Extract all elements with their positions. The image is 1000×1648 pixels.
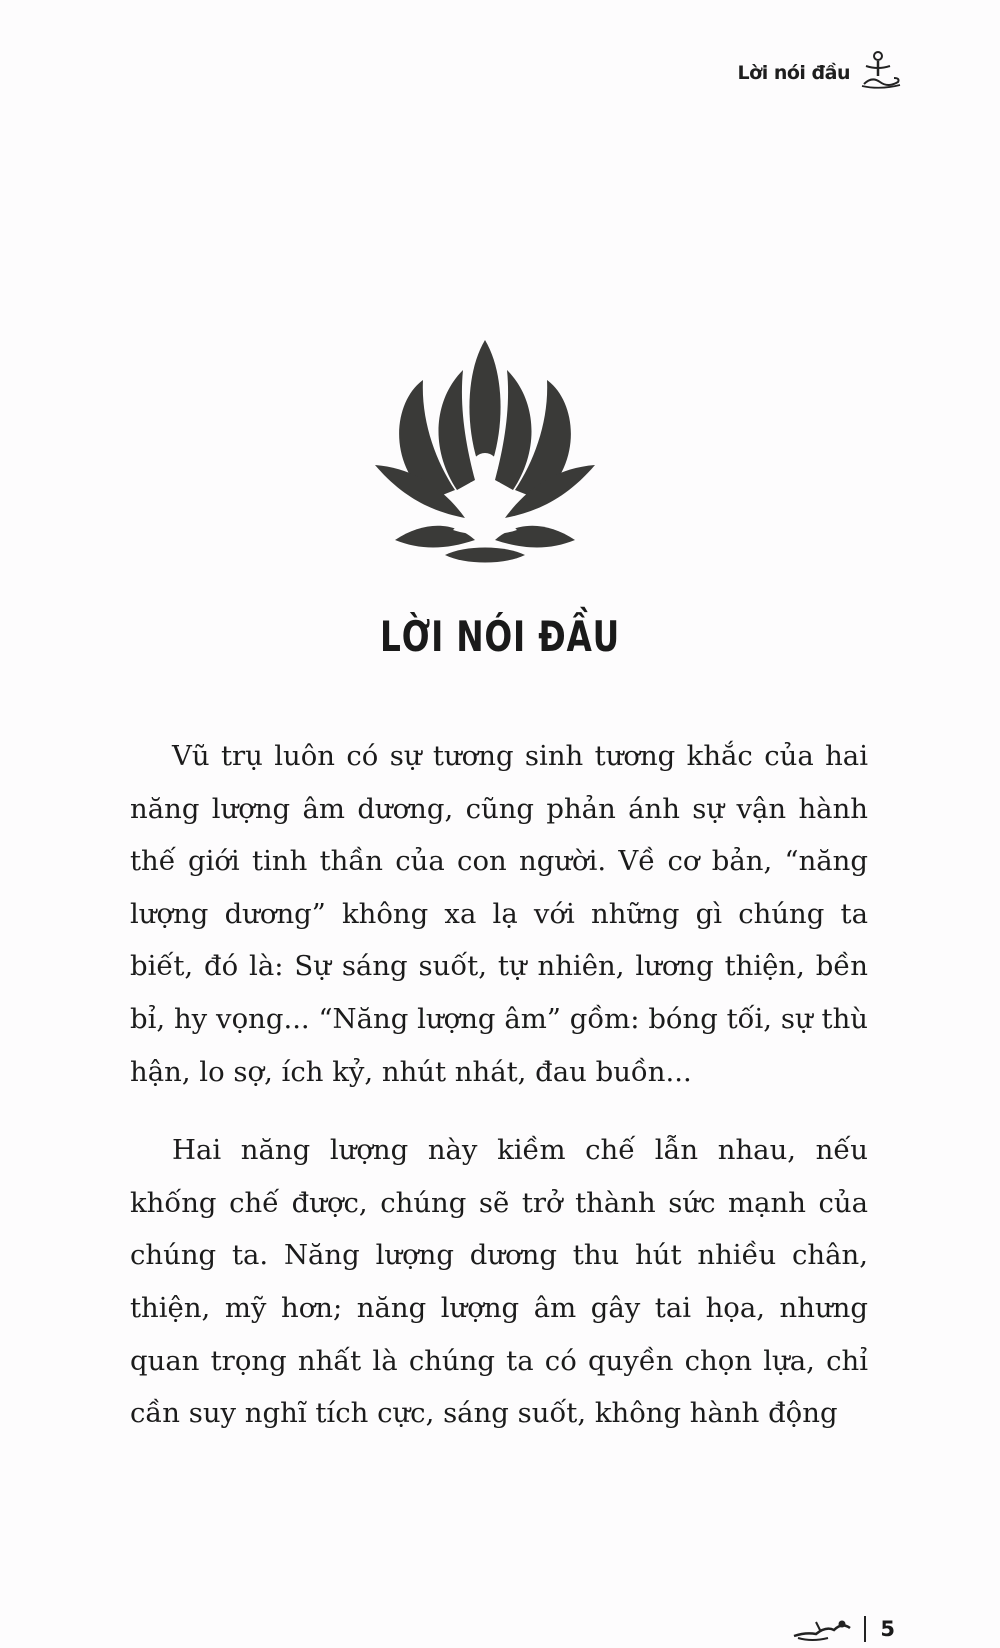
page-number: 5 — [880, 1617, 895, 1641]
chapter-title: LỜI NÓI ĐẦU — [380, 612, 620, 661]
page-footer — [792, 1616, 895, 1642]
body-text — [130, 730, 868, 1466]
lotus-meditation-icon — [375, 340, 595, 570]
footer-divider — [864, 1616, 866, 1642]
reclining-figure-icon — [792, 1616, 856, 1642]
show-through-background — [108, 150, 868, 206]
meditating-figure-icon — [858, 48, 904, 94]
running-header-title: Lời nói đầu — [737, 62, 850, 84]
paragraph-2: Hai năng lượng này kiềm chế lẫn nhau, nếu khống chế được, chúng sẽ trở thành sức mạnh của chúng ta. Năng lượng dương thu hút nhiều chân, thiện, mỹ hơn; năng lượng âm gây tai họa, nhưng quan trọng nhất là chúng ta có quyền chọn lựa, chỉ cần suy nghĩ tích cực, sáng suốt, không hành động — [130, 1134, 868, 1430]
paragraph-1: Vũ trụ luôn có sự tương sinh tương khắc của hai năng lượng âm dương, cũng phản ánh sự vận hành thế giới tinh thần của con người. Về cơ bản, “năng lượng dương” không xa lạ với những gì chúng ta biết, đó là: Sự sáng suốt, tự nhiên, lương thiện, bền bỉ, hy vọng... “Năng lượng âm” gồm: bóng tối, sự thù hận, lo sợ, ích kỷ, nhút nhát, đau buồn... — [130, 740, 868, 1088]
